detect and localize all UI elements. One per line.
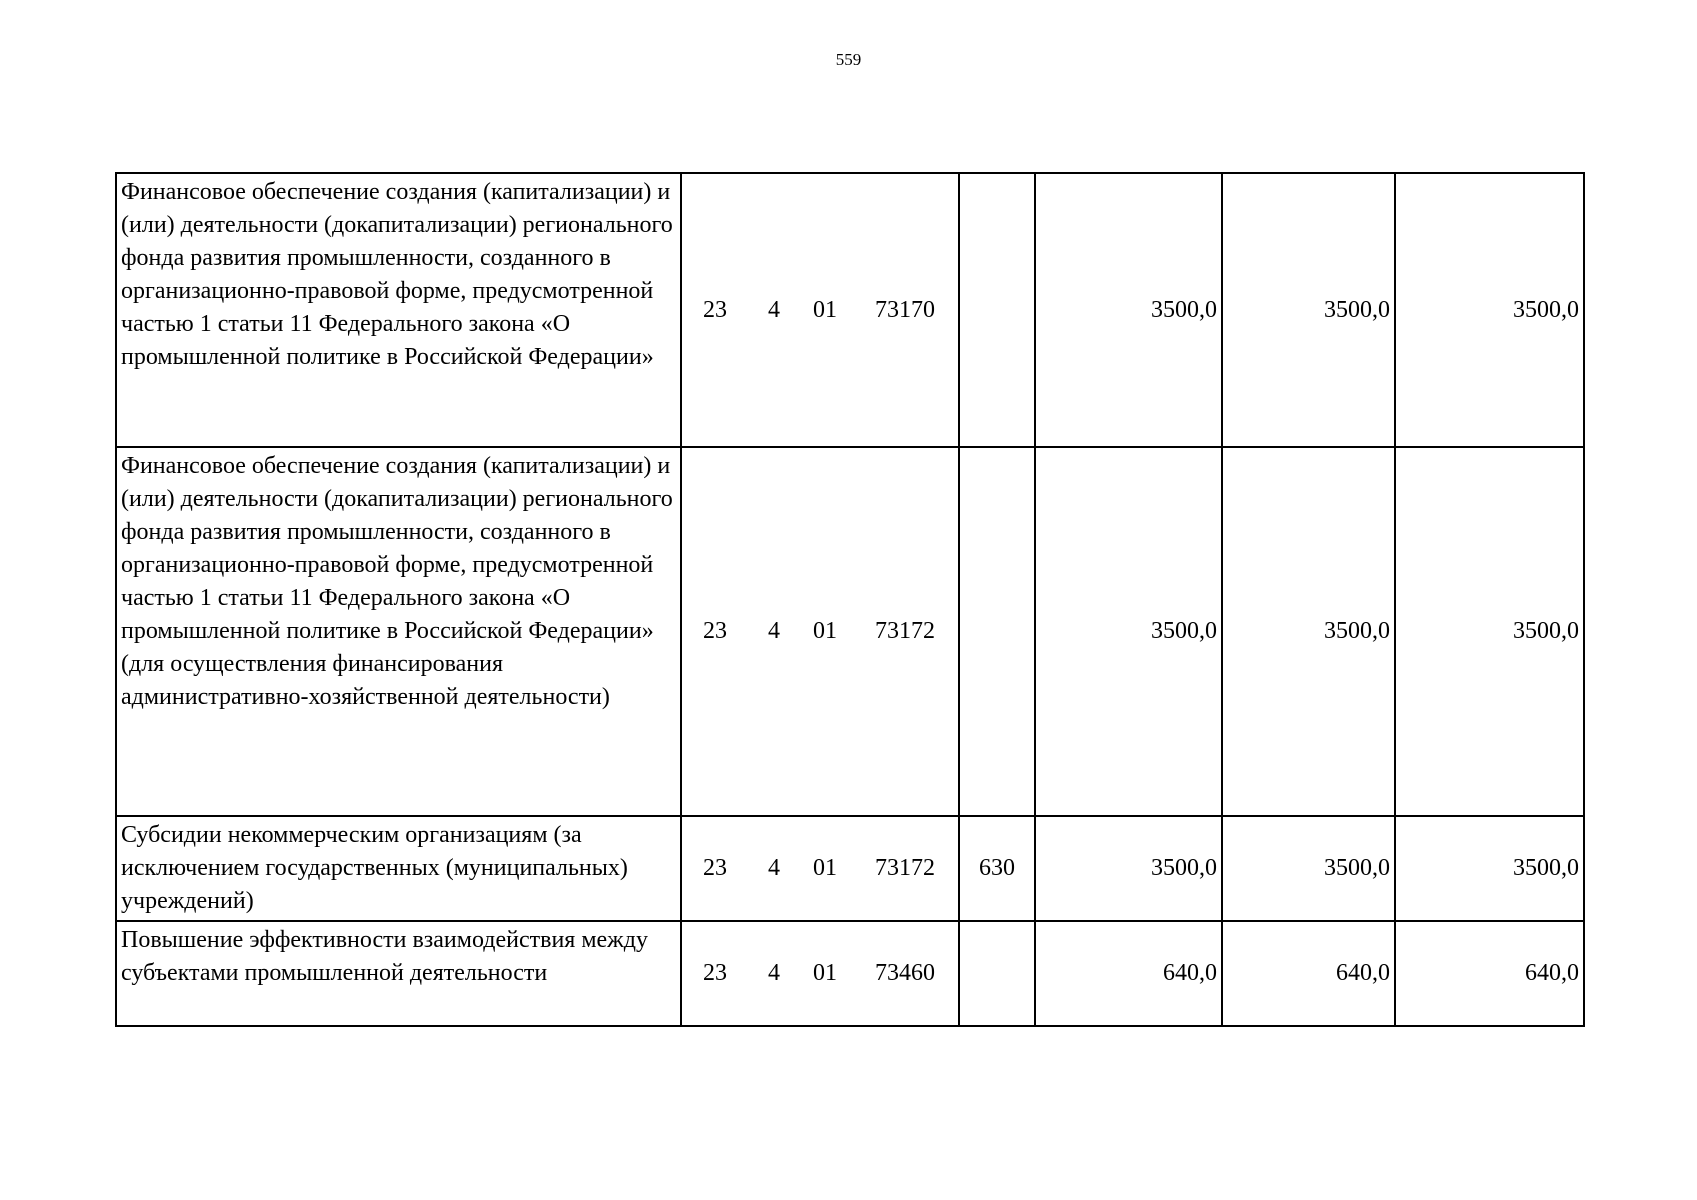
amount-2: 3500,0 — [1222, 447, 1395, 816]
amount-1: 3500,0 — [1035, 173, 1222, 447]
row-description: Финансовое обеспечение создания (капитализации) и (или) деятельности (докапитализации) регионального фонда развития промышленности, созданного в организационно-правовой форме, предусмотренной частью 1 статьи 11 Федерального закона «О промышленной политике в Российской Федерации» — [116, 173, 681, 447]
code-subprogram: 4 — [768, 618, 780, 644]
code-program: 23 — [703, 960, 727, 986]
code-program: 23 — [703, 296, 727, 323]
table-row — [116, 173, 1584, 447]
row-description: Субсидии некоммерческим организациям (за исключением государственных (муниципальных) учреждений) — [116, 816, 681, 921]
amount-3: 3500,0 — [1395, 173, 1584, 447]
table-row — [116, 816, 1584, 921]
amount-1: 3500,0 — [1035, 447, 1222, 816]
code-subprogram: 4 — [768, 296, 780, 323]
expense-type: 630 — [959, 816, 1035, 921]
expense-type — [959, 447, 1035, 816]
amount-1: 640,0 — [1035, 921, 1222, 1026]
amount-2: 3500,0 — [1222, 816, 1395, 921]
row-codes — [681, 173, 959, 447]
code-direction: 73460 — [875, 960, 935, 986]
amount-1: 3500,0 — [1035, 816, 1222, 921]
expense-type — [959, 173, 1035, 447]
amount-3: 3500,0 — [1395, 447, 1584, 816]
table-row — [116, 921, 1584, 1026]
code-main-event: 01 — [813, 618, 837, 644]
page-number: 559 — [835, 50, 862, 69]
table-row — [116, 447, 1584, 816]
expense-type — [959, 921, 1035, 1026]
code-program: 23 — [703, 618, 727, 644]
code-main-event: 01 — [813, 855, 837, 881]
code-program: 23 — [703, 855, 727, 881]
amount-3: 3500,0 — [1395, 816, 1584, 921]
code-main-event: 01 — [813, 960, 837, 986]
code-direction: 73170 — [875, 296, 935, 323]
code-direction: 73172 — [875, 855, 935, 881]
amount-2: 3500,0 — [1222, 173, 1395, 447]
code-main-event: 01 — [813, 296, 837, 323]
row-description: Финансовое обеспечение создания (капитализации) и (или) деятельности (докапитализации) регионального фонда развития промышленности, созданного в организационно-правовой форме, предусмотренной частью 1 статьи 11 Федерального закона «О промышленной политике в Российской Федерации» (для осуществления финансирования административно-хозяйственной деятельности) — [116, 447, 681, 816]
code-subprogram: 4 — [768, 855, 780, 881]
row-description: Повышение эффективности взаимодействия между субъектами промышленной деятельности — [116, 921, 681, 1026]
row-codes — [681, 921, 959, 1026]
code-direction: 73172 — [875, 618, 935, 644]
budget-table — [115, 172, 1585, 1027]
row-codes — [681, 816, 959, 921]
code-subprogram: 4 — [768, 960, 780, 986]
amount-2: 640,0 — [1222, 921, 1395, 1026]
row-codes — [681, 447, 959, 816]
amount-3: 640,0 — [1395, 921, 1584, 1026]
